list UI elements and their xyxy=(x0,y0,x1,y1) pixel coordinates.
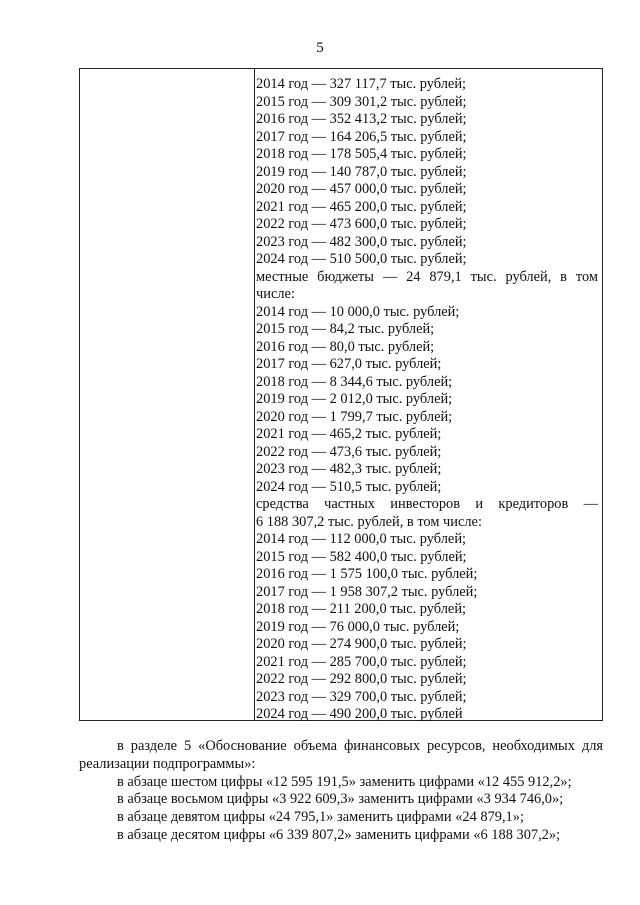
amendment-paragraph: в абзаце шестом цифры «12 595 191,5» заменить цифрами «12 455 912,2»; xyxy=(117,773,572,790)
table-line: 6 188 307,2 тыс. рублей, в том числе: xyxy=(256,513,482,530)
table-line: 2023 год — 482,3 тыс. рублей; xyxy=(256,461,442,477)
table-line: 2015 год — 582 400,0 тыс. рублей; xyxy=(256,548,467,565)
table-line: 2020 год — 457 000,0 тыс. рублей; xyxy=(256,181,467,197)
table-line: местные бюджеты — 24 879,1 тыс. рублей, в том xyxy=(256,268,598,285)
table-line: 2022 год — 292 800,0 тыс. рублей; xyxy=(256,671,467,687)
amendment-paragraph: в абзаце девятом цифры «24 795,1» заменить цифрами «24 879,1»; xyxy=(117,809,524,826)
table-line: 2022 год — 473,6 тыс. рублей; xyxy=(256,443,442,460)
table-line: 2016 год — 1 575 100,0 тыс. рублей; xyxy=(256,566,478,582)
table-line: 2015 год — 309 301,2 тыс. рублей; xyxy=(256,93,467,110)
page-number: 5 xyxy=(316,40,324,56)
table-line: 2021 год — 465,2 тыс. рублей; xyxy=(256,426,442,442)
table-line: 2019 год — 2 012,0 тыс. рублей; xyxy=(256,391,453,407)
table-line: 2014 год — 327 117,7 тыс. рублей; xyxy=(256,76,467,92)
amendment-paragraph: в абзаце восьмом цифры «3 922 609,3» заменить цифрами «3 934 746,0»; xyxy=(117,791,564,808)
table-line: 2015 год — 84,2 тыс. рублей; xyxy=(256,321,435,337)
table-line: 2016 год — 352 413,2 тыс. рублей; xyxy=(256,111,467,127)
table-line: 2023 год — 482 300,0 тыс. рублей; xyxy=(256,233,467,250)
table-line: 2017 год — 627,0 тыс. рублей; xyxy=(256,356,442,372)
table-line: 2024 год — 510 500,0 тыс. рублей; xyxy=(256,251,467,267)
table-line: 2021 год — 465 200,0 тыс. рублей; xyxy=(256,198,467,215)
amendment-text xyxy=(79,738,603,845)
table-line: 2019 год — 140 787,0 тыс. рублей; xyxy=(256,163,467,180)
funding-table xyxy=(79,68,603,721)
table-line: 2022 год — 473 600,0 тыс. рублей; xyxy=(256,216,467,232)
amendment-paragraph: в разделе 5 «Обоснование объема финансовых ресурсов, необходимых для реализации подпрограммы»: xyxy=(79,738,603,772)
table-line: 2017 год — 164 206,5 тыс. рублей; xyxy=(256,128,467,145)
table-line: 2023 год — 329 700,0 тыс. рублей; xyxy=(256,688,467,705)
table-line: 2014 год — 112 000,0 тыс. рублей; xyxy=(256,531,467,547)
table-line: 2020 год — 1 799,7 тыс. рублей; xyxy=(256,408,453,425)
column-divider xyxy=(254,69,255,720)
table-line: средства частных инвесторов и кредиторов — xyxy=(256,496,598,512)
table-line: 2024 год — 510,5 тыс. рублей; xyxy=(256,478,442,495)
table-line: 2018 год — 178 505,4 тыс. рублей; xyxy=(256,146,467,162)
table-line: 2016 год — 80,0 тыс. рублей; xyxy=(256,338,435,355)
table-line: 2021 год — 285 700,0 тыс. рублей; xyxy=(256,653,467,670)
table-line: 2014 год — 10 000,0 тыс. рублей; xyxy=(256,303,460,320)
table-line: 2017 год — 1 958 307,2 тыс. рублей; xyxy=(256,583,478,600)
funding-breakdown-cell xyxy=(256,76,598,724)
table-line: 2018 год — 211 200,0 тыс. рублей; xyxy=(256,601,467,617)
table-line: 2018 год — 8 344,6 тыс. рублей; xyxy=(256,373,453,390)
table-line: 2020 год — 274 900,0 тыс. рублей; xyxy=(256,636,467,652)
amendment-paragraph: в абзаце десятом цифры «6 339 807,2» заменить цифрами «6 188 307,2»; xyxy=(117,826,561,843)
table-line: 2019 год — 76 000,0 тыс. рублей; xyxy=(256,618,460,635)
table-line: 2024 год — 490 200,0 тыс. рублей xyxy=(256,706,463,722)
table-line: числе: xyxy=(256,286,295,302)
